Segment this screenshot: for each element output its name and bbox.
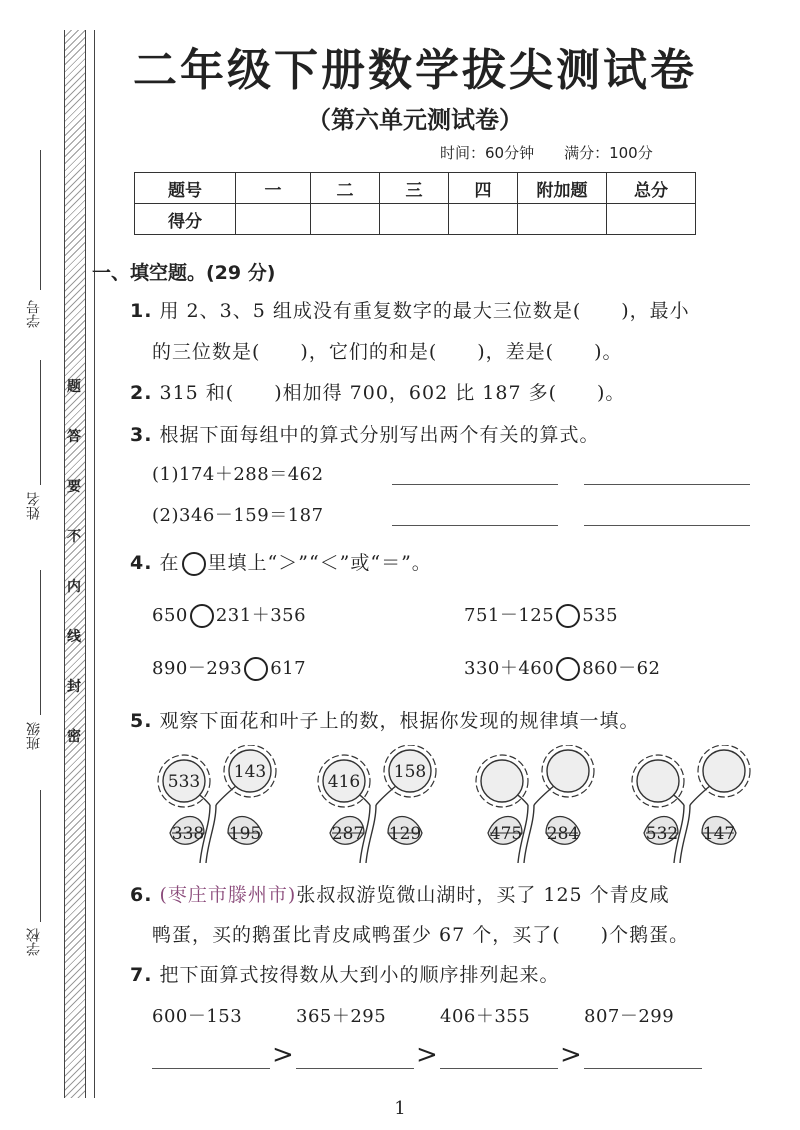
seal-char: 答 bbox=[67, 429, 81, 445]
flower-number: 143 bbox=[233, 762, 267, 782]
compare-item bbox=[152, 601, 306, 628]
greater-than-sign: > bbox=[560, 1040, 582, 1070]
score-header-cell: 题号 bbox=[135, 173, 236, 204]
greater-than-sign: > bbox=[272, 1040, 294, 1070]
leaf-number: 195 bbox=[228, 824, 262, 844]
flower-head[interactable] bbox=[698, 745, 750, 797]
question-number: 4. bbox=[130, 552, 153, 574]
name-label: 姓名 bbox=[26, 492, 42, 520]
question-number: 2. bbox=[130, 382, 153, 404]
page-subtitle: （第六单元测试卷） bbox=[307, 106, 523, 134]
score-cell[interactable] bbox=[311, 204, 380, 235]
answer-line[interactable] bbox=[392, 525, 558, 526]
compare-item bbox=[152, 654, 306, 681]
question-number: 1. bbox=[130, 300, 153, 322]
flower-group bbox=[158, 745, 276, 863]
question-2-text: 315 和( )相加得 700，602 比 187 多( )。 bbox=[159, 382, 626, 404]
compare-left: 890－293 bbox=[152, 658, 243, 679]
score-cell[interactable] bbox=[449, 204, 518, 235]
score-table bbox=[134, 172, 696, 235]
compare-right: 535 bbox=[582, 605, 619, 626]
compare-left: 330＋460 bbox=[464, 658, 555, 679]
seal-char: 内 bbox=[67, 579, 81, 595]
binding-strip bbox=[64, 30, 86, 1098]
leaf-number: 129 bbox=[388, 824, 422, 844]
page-number: 1 bbox=[394, 1098, 406, 1119]
order-blank[interactable] bbox=[584, 1068, 702, 1069]
page-title: 二年级下册数学拔尖测试卷 bbox=[133, 45, 697, 96]
answer-line[interactable] bbox=[584, 525, 750, 526]
question-number: 5. bbox=[130, 710, 153, 732]
question-6-line2: 鸭蛋，买的鹅蛋比青皮咸鸭蛋少 67 个，买了( )个鹅蛋。 bbox=[152, 924, 690, 946]
student-id-label: 学号 bbox=[26, 300, 42, 328]
score-row-label: 得分 bbox=[135, 204, 236, 235]
leaf-number: 532 bbox=[645, 824, 679, 844]
score-header-cell: 一 bbox=[236, 173, 311, 204]
question-4 bbox=[130, 548, 432, 576]
score-cell[interactable] bbox=[380, 204, 449, 235]
seal-char: 封 bbox=[67, 679, 81, 695]
score-header-cell: 附加题 bbox=[518, 173, 607, 204]
seal-char: 线 bbox=[67, 629, 81, 645]
seal-char: 题 bbox=[67, 379, 81, 395]
compare-circle[interactable] bbox=[244, 657, 268, 681]
question-number: 3. bbox=[130, 424, 153, 446]
margin-rule bbox=[94, 30, 95, 1098]
flower-number: 158 bbox=[393, 762, 427, 782]
compare-right: 860－62 bbox=[582, 658, 661, 679]
question-number: 7. bbox=[130, 964, 153, 986]
greater-than-sign: > bbox=[416, 1040, 438, 1070]
score-header-cell: 三 bbox=[380, 173, 449, 204]
question-6 bbox=[130, 880, 670, 907]
compare-item bbox=[464, 601, 618, 628]
question-1-line2: 的三位数是( )，它们的和是( )，差是( )。 bbox=[152, 341, 623, 363]
expression: 600－153 bbox=[152, 1006, 243, 1027]
flower-diagram bbox=[150, 745, 770, 870]
question-1-line1: 用 2、3、5 组成没有重复数字的最大三位数是( )，最小 bbox=[159, 300, 690, 322]
question-6-line1: 张叔叔游览微山湖时，买了 125 个青皮咸 bbox=[296, 884, 670, 906]
school-line[interactable] bbox=[40, 790, 41, 922]
score-header-cell: 总分 bbox=[607, 173, 696, 204]
flower-head[interactable] bbox=[476, 755, 528, 807]
order-blank[interactable] bbox=[152, 1068, 270, 1069]
flower-head[interactable] bbox=[542, 745, 594, 797]
flower-number: 416 bbox=[327, 772, 361, 792]
expression: 807－299 bbox=[584, 1006, 675, 1027]
score-cell[interactable] bbox=[236, 204, 311, 235]
flower-head[interactable] bbox=[632, 755, 684, 807]
flower-group bbox=[476, 745, 594, 863]
answer-line[interactable] bbox=[392, 484, 558, 485]
compare-left: 650 bbox=[152, 605, 188, 626]
expression: 406＋355 bbox=[440, 1006, 531, 1027]
seal-char: 不 bbox=[67, 529, 81, 545]
flower-group bbox=[632, 745, 750, 863]
order-blank[interactable] bbox=[296, 1068, 414, 1069]
name-line[interactable] bbox=[40, 360, 41, 485]
question-2 bbox=[130, 378, 625, 405]
compare-right: 617 bbox=[270, 658, 307, 679]
leaf-number: 338 bbox=[171, 824, 205, 844]
order-blank[interactable] bbox=[440, 1068, 558, 1069]
circle-icon bbox=[182, 552, 206, 576]
class-label: 班级 bbox=[26, 722, 42, 750]
flower-number: 533 bbox=[167, 772, 201, 792]
question-3 bbox=[130, 420, 600, 447]
flower-group bbox=[318, 745, 436, 863]
score-cell[interactable] bbox=[518, 204, 607, 235]
question-5 bbox=[130, 706, 640, 733]
section-title: 一、填空题。(29 分) bbox=[92, 262, 276, 284]
score-cell[interactable] bbox=[607, 204, 696, 235]
student-id-line[interactable] bbox=[40, 150, 41, 290]
equation-1: (1)174＋288＝462 bbox=[152, 464, 324, 485]
question-5-text: 观察下面花和叶子上的数，根据你发现的规律填一填。 bbox=[159, 710, 640, 732]
question-7 bbox=[130, 960, 560, 987]
compare-item bbox=[464, 654, 660, 681]
question-4-text-after: 里填上“＞”“＜”或“＝”。 bbox=[207, 552, 432, 574]
class-line[interactable] bbox=[40, 570, 41, 715]
seal-char: 密 bbox=[67, 729, 81, 745]
equation-2: (2)346－159＝187 bbox=[152, 505, 324, 526]
score-header-cell: 四 bbox=[449, 173, 518, 204]
question-1 bbox=[130, 296, 690, 323]
answer-line[interactable] bbox=[584, 484, 750, 485]
seal-char: 要 bbox=[67, 479, 81, 495]
compare-left: 751－125 bbox=[464, 605, 555, 626]
compare-right: 231＋356 bbox=[215, 605, 307, 626]
leaf-number: 475 bbox=[489, 824, 523, 844]
question-number: 6. bbox=[130, 884, 153, 906]
leaf-number: 287 bbox=[331, 824, 365, 844]
leaf-number: 284 bbox=[546, 824, 580, 844]
question-7-text: 把下面算式按得数从大到小的顺序排列起来。 bbox=[159, 964, 560, 986]
expression: 365＋295 bbox=[296, 1006, 387, 1027]
question-source: (枣庄市滕州市) bbox=[159, 884, 297, 906]
question-3-text: 根据下面每组中的算式分别写出两个有关的算式。 bbox=[159, 424, 600, 446]
score-row bbox=[135, 204, 696, 235]
leaf-number: 147 bbox=[702, 824, 736, 844]
score-header-cell: 二 bbox=[311, 173, 380, 204]
score-header-row bbox=[135, 173, 696, 204]
school-label: 学校 bbox=[26, 928, 42, 956]
question-4-text-before: 在 bbox=[159, 552, 180, 574]
compare-circle[interactable] bbox=[556, 604, 580, 628]
compare-circle[interactable] bbox=[190, 604, 214, 628]
time-info: 时间：60分钟 满分：100分 bbox=[440, 144, 653, 162]
compare-circle[interactable] bbox=[556, 657, 580, 681]
